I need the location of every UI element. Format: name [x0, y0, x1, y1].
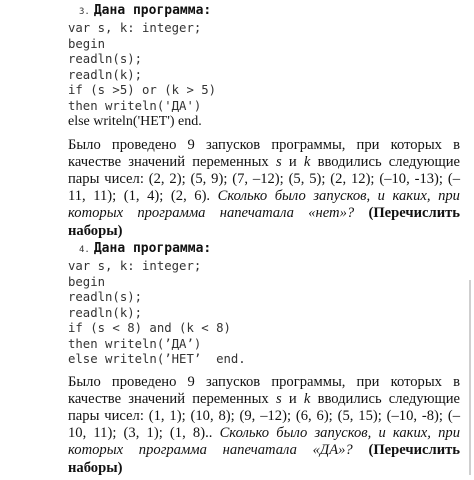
code-line: readln(s);	[68, 52, 143, 66]
var-k: k	[303, 390, 311, 407]
question-text: Сколько было запусков, и каких, при которых программа напечатала «нет»?	[68, 188, 460, 222]
code-line: if (s < 8) and (k < 8)	[68, 321, 231, 335]
and-word: и	[288, 153, 297, 170]
code-line: readln(k);	[68, 305, 143, 320]
task-3-description	[0, 137, 474, 240]
code-line: readln(k);	[68, 67, 143, 82]
instruction-text: (Перечислить наборы)	[68, 205, 460, 239]
task-4	[0, 240, 474, 477]
var-s: s	[275, 390, 282, 407]
task-3-number: 3.	[79, 7, 90, 17]
task-4-description	[0, 374, 474, 477]
task-3-code	[0, 21, 474, 114]
desc-text: Было проведено 9 запусков программы, при которых в качестве значений переменных	[68, 373, 460, 407]
pairs-list: (2, 2); (5, 9); (7, –12); (5, 5); (2, 12); (–10, -13); (–11, 11); (1, 4); (2, 6).	[68, 170, 460, 205]
and-word: и	[288, 390, 297, 407]
task-4-title: Дана программа:	[93, 241, 212, 256]
code-line: else writeln(’НЕТ’ end.	[68, 352, 246, 366]
var-s: s	[275, 153, 282, 170]
instruction-text: (Перечислить наборы)	[68, 442, 460, 476]
code-line: begin	[68, 36, 106, 51]
desc-text-2: вводились следующие пары чисел:	[68, 153, 460, 187]
var-k: k	[303, 153, 311, 170]
desc-text-2: вводились следующие пары чисел:	[68, 390, 460, 424]
desc-text: Было проведено 9 запусков программы, при которых в качестве значений переменных	[68, 136, 460, 170]
pairs-list: (1, 1); (10, 8); (9, –12); (6, 6); (5, 15); (–10, -8); (–10, 11); (3, 1); (1, 8)..	[68, 407, 460, 442]
code-line: then writeln('ДА')	[68, 98, 202, 113]
task-4-number: 4.	[79, 245, 90, 255]
code-line: then writeln(’ДА’)	[68, 336, 202, 351]
code-line: if (s >5) or (k > 5)	[68, 83, 217, 97]
code-line: readln(s);	[68, 290, 143, 304]
task-3-header	[0, 2, 474, 21]
code-line: var s, k: integer;	[68, 259, 202, 273]
task-3-else-line: else writeln('НЕТ') end.	[68, 114, 202, 129]
task-3-title: Дана программа:	[93, 3, 212, 18]
code-line: var s, k: integer;	[68, 21, 202, 35]
scrollbar-track[interactable]	[469, 280, 471, 475]
task-4-header	[0, 240, 474, 259]
question-text: Сколько было запусков, и каких, при которых программа напечатала «ДА»?	[68, 425, 461, 459]
task-4-code	[0, 259, 474, 368]
code-line: begin	[68, 274, 106, 289]
